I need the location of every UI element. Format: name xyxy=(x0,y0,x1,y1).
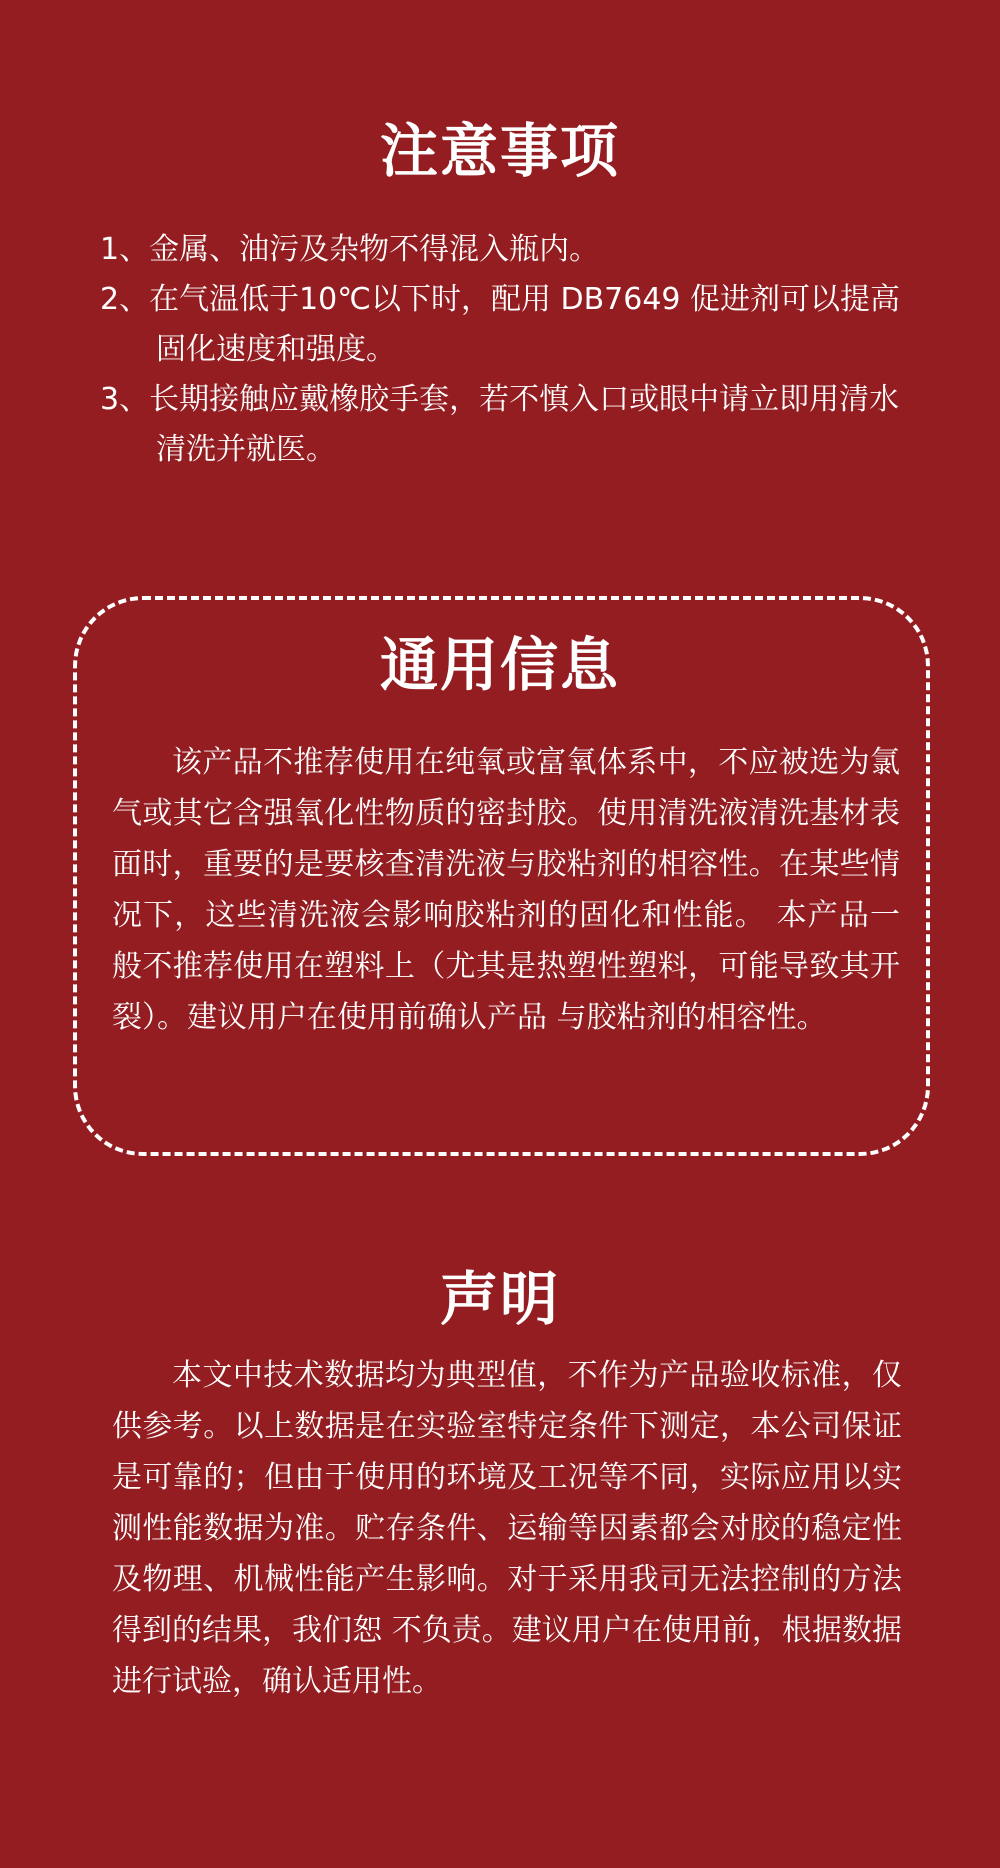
general-info-body: 该产品不推荐使用在纯氧或富氧体系中，不应被选为氯气或其它含强氧化性物质的密封胶。使用清洗液清洗基材表面时，重要的是要核查清洗液与胶粘剂的相容性。在某些情况下，这些清洗液会影响胶粘剂的固化和性能。 本产品一般不推荐使用在塑料上（尤其是热塑性塑料，可能导致其开裂）。建议用户在使用前确认产品 与胶粘剂的相容性。 xyxy=(112,745,900,1035)
notes-item-2: 2、在气温低于10℃以下时，配用 DB7649 促进剂可以提高固化速度和强度。 xyxy=(100,282,901,367)
notes-list xyxy=(100,225,920,475)
statement-title: 声明 xyxy=(439,1265,560,1333)
statement-body: 本文中技术数据均为典型值，不作为产品验收标准，仅供参考。以上数据是在实验室特定条件下测定，本公司保证是可靠的；但由于使用的环境及工况等不同，实际应用以实测性能数据为准。贮存条件、运输等因素都会对胶的稳定性及物理、机械性能产生影响。对于采用我司无法控制的方法得到的结果，我们恕 不负责。建议用户在使用前，根据数据进行试验，确认适用性。 xyxy=(112,1358,902,1699)
notes-item-3: 3、长期接触应戴橡胶手套，若不慎入口或眼中请立即用清水清洗并就医。 xyxy=(100,382,900,467)
notes-item-1: 1、金属、油污及杂物不得混入瓶内。 xyxy=(100,232,600,267)
general-info-title: 通用信息 xyxy=(379,631,620,699)
notes-title: 注意事项 xyxy=(379,117,620,185)
